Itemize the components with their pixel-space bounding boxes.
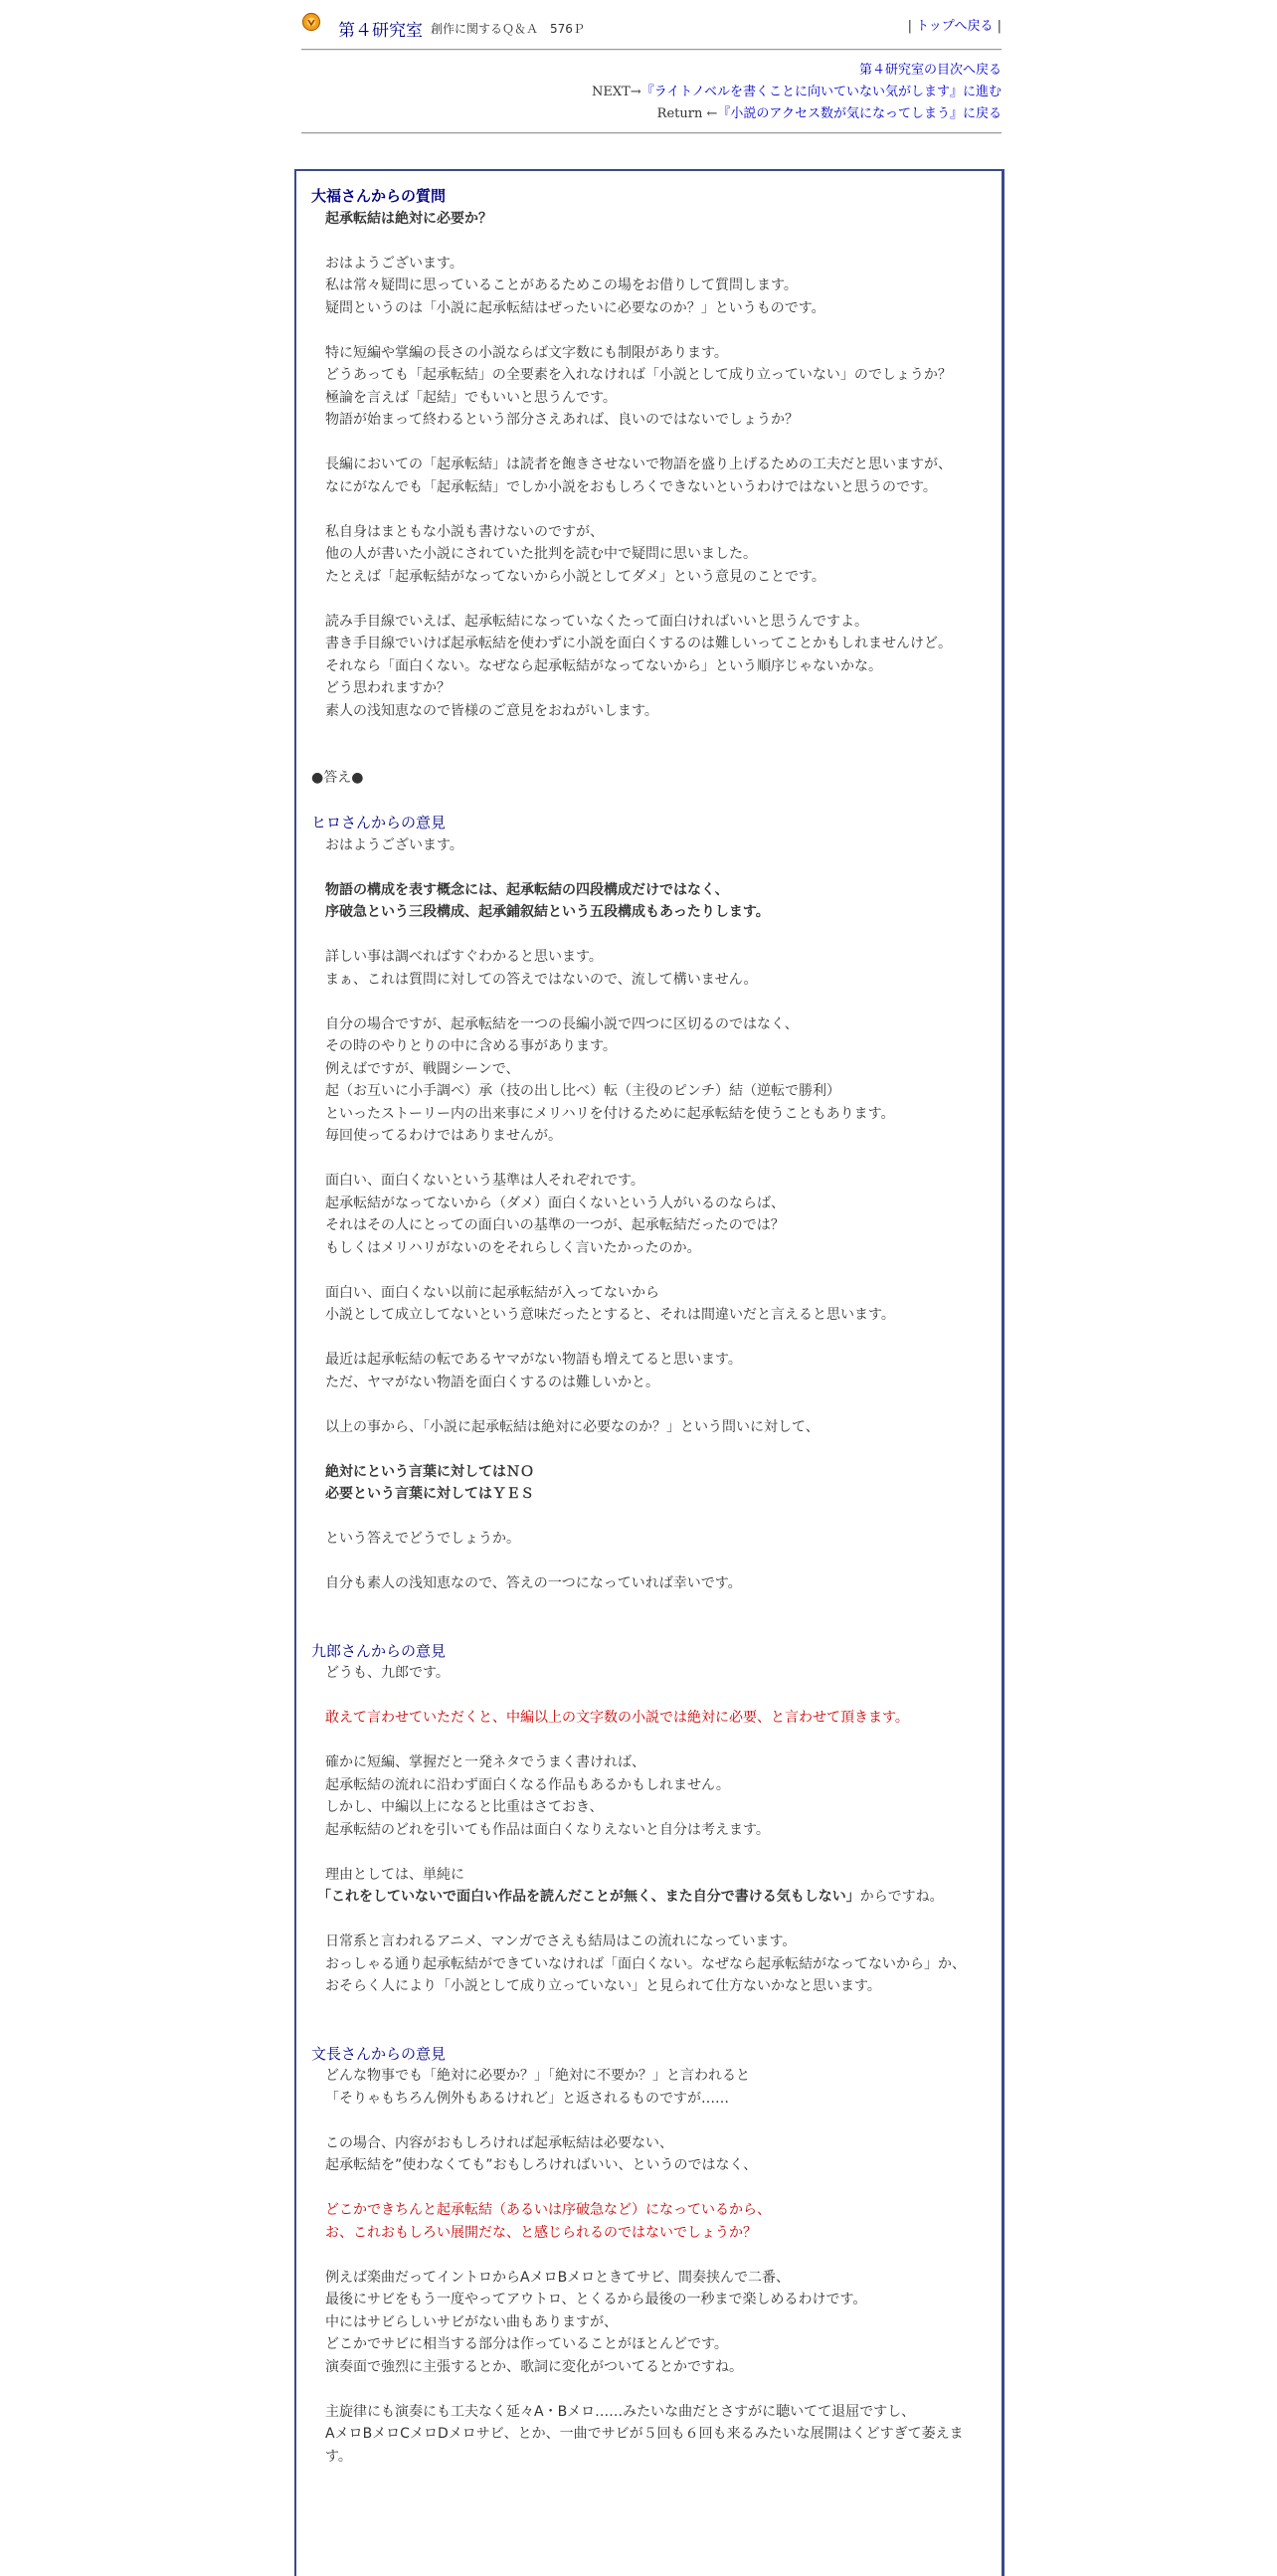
question-line: どうあっても「起承転結」の全要素を入れなければ「小説として成り立っていない」のでしょうか？ xyxy=(325,367,952,383)
answer-line: どんな物事でも「絶対に必要か？」「絶対に不要か？」と言われると xyxy=(325,2068,750,2084)
page-header xyxy=(301,12,1002,40)
answer-line: 毎回使ってるわけではありませんが。 xyxy=(325,1128,562,1144)
answer-line: 「そりゃもちろん例外もあるけれど」と返されるものですが…… xyxy=(325,2090,729,2107)
answer-line: 面白い、面白くない以前に起承転結が入ってないから xyxy=(325,1284,659,1301)
answer-line: という答えでどうでしょうか。 xyxy=(325,1531,520,1547)
answers-label: ●答え● xyxy=(311,770,364,786)
question-line: 私は常々疑問に思っていることがあるためこの場をお借りして質問します。 xyxy=(325,277,798,293)
question-line: 極論を言えば「起結」でもいいと思うんです。 xyxy=(325,389,617,406)
next-link[interactable]: 『ライトノベルを書くことに向いていない気がします』に進む xyxy=(640,85,1002,99)
answer-line: 最後にサビをもう一度やってアウトロ、とくるから最後の一秒まで楽しめるわけです。 xyxy=(325,2292,867,2307)
question-line: それなら「面白くない。なぜなら起承転結がなってないから」という順序じゃないかな。 xyxy=(325,657,882,674)
answer-line: 日常系と言われるアニメ、マンガでさえも結局はこの流れになっています。 xyxy=(325,1933,797,1949)
question-title: 起承転結は絶対に必要か？ xyxy=(325,210,492,227)
answer-bold-phrase: 「これをしていないで面白い作品を読んだことが無く、また自分で書ける気もしない」 xyxy=(317,1889,860,1905)
return-link[interactable]: 『小説のアクセス数が気になってしまう』に戻る xyxy=(717,106,1002,121)
answer-line: 起承転結がなってないから（ダメ）面白くないという人がいるのならば、 xyxy=(325,1195,785,1211)
answer-line: この場合、内容がおもしろければ起承転結は必要ない、 xyxy=(325,2134,673,2151)
answer-line: しかし、中編以上になると比重はさておき、 xyxy=(325,1799,604,1815)
question-line: なにがなんでも「起承転結」でしか小説をおもしろくできないというわけではないと思うのです。 xyxy=(325,478,937,495)
answer-line: AメロBメロCメロDメロサビ、とか、一曲でサビが５回も６回も来るみたいな展開はくどすぎて萎えます。 xyxy=(325,2426,964,2465)
answer-line: もしくはメリハリがないのをそれらしく言いたかったのか。 xyxy=(325,1239,701,1256)
question-author: 大福さんからの質問 xyxy=(311,187,447,205)
site-subtitle: 創作に関するＱ＆Ａ 576Ｐ xyxy=(431,22,585,36)
answer-line: 起承転結のどれを引いても作品は面白くなりえないと自分は考えます。 xyxy=(325,1821,770,1838)
answer-line: 起（お互いに小手調べ）承（技の出し比べ）転（主役のピンチ）結（逆転で勝利） xyxy=(325,1083,840,1099)
top-link-bracket-close: | xyxy=(997,19,1002,34)
answer-line: 主旋律にも演奏にも工夫なく延々A・Bメロ……みたいな曲だとさすがに聴いてて退屈ですし、 xyxy=(325,2403,916,2420)
answer-line: その時のやりとりの中に含める事があります。 xyxy=(325,1038,617,1054)
article-content xyxy=(311,185,986,2468)
back-to-top-link[interactable]: トップへ戻る xyxy=(916,19,994,34)
question-line: 特に短編や掌編の長さの小説ならば文字数にも制限があります。 xyxy=(325,344,728,361)
answer-bold-line: 絶対にという言葉に対してはＮＯ xyxy=(325,1463,534,1480)
answer-line: 例えばですが、戦闘シーンで、 xyxy=(325,1060,520,1077)
next-prefix: NEXT→ xyxy=(592,85,641,99)
answer-line: ただ、ヤマがない物語を面白くするのは難しいかと。 xyxy=(325,1374,659,1390)
answer-line: 最近は起承転結の転であるヤマがない物語も増えてると思います。 xyxy=(325,1352,742,1368)
question-line: 素人の浅知恵なので皆様のご意見をおねがいします。 xyxy=(325,702,658,719)
question-line: 物語が始まって終わるという部分さえあれば、良いのではないでしょうか？ xyxy=(325,412,799,428)
answer-line: 起承転結の流れに沿わず面白くなる作品もあるかもしれません。 xyxy=(325,1776,730,1793)
answer-line: 例えば楽曲だってイントロからAメロBメロときてサビ、間奏挟んで二番、 xyxy=(325,2269,791,2286)
toc-link[interactable]: 第４研究室の目次へ戻る xyxy=(858,63,1002,78)
return-prefix: Return ← xyxy=(656,106,718,121)
question-line: おはようございます。 xyxy=(325,255,463,272)
answer-line: それはその人にとっての面白いの基準の一つが、起承転結だったのでは？ xyxy=(325,1217,785,1233)
answer-line: 自分の場合ですが、起承転結を一つの長編小説で四つに区切るのではなく、 xyxy=(325,1015,799,1032)
answer-line: どうも、九郎です。 xyxy=(325,1665,450,1681)
answer-line: 理由としては、単純に xyxy=(325,1866,464,1883)
answer-highlight-line: お、これおもしろい展開だな、と感じられるのではないでしょうか？ xyxy=(325,2224,757,2241)
answer-line: おっしゃる通り起承転結ができていなければ「面白くない。なぜなら起承転結がなってないから」か、 xyxy=(325,1955,966,1972)
answer-line: といったストーリー内の出来事にメリハリを付けるために起承転結を使うこともあります。 xyxy=(325,1105,895,1122)
site-logo-icon xyxy=(301,12,321,34)
answer-line: 面白い、面白くないという基準は人それぞれです。 xyxy=(325,1173,644,1189)
answer-line: 起承転結を”使わなくても”おもしろければいい、というのではなく、 xyxy=(325,2157,758,2173)
nav-divider xyxy=(301,132,1002,134)
answer-line: 自分も素人の浅知恵なので、答えの一つになっていれば幸いです。 xyxy=(325,1575,742,1591)
answer-highlight-line: 敢えて言わせていただくと、中編以上の文字数の小説では絶対に必要、と言わせて頂きます。 xyxy=(325,1710,909,1726)
question-line: 読み手目線でいえば、起承転結になっていなくたって面白ければいいと思うんですよ。 xyxy=(325,613,868,630)
question-line: どう思われますか？ xyxy=(325,680,451,696)
question-line: 私自身はまともな小説も書けないのですが、 xyxy=(325,523,604,540)
answer-line: 演奏面で強烈に主張するとか、歌詞に変化がついてるとかですね。 xyxy=(325,2358,743,2375)
answer-line: おはようございます。 xyxy=(325,836,463,853)
question-line: たとえば「起承転結がなってないから小説としてダメ」という意見のことです。 xyxy=(325,568,825,585)
header-divider xyxy=(301,49,1002,51)
answer-bold-line: 序破急という三段構成、起承鋪叙結という五段構成もあったりします。 xyxy=(325,904,770,920)
answer-mixed-line xyxy=(311,1886,986,1909)
answer-author-kuro: 九郎さんからの意見 xyxy=(311,1641,447,1660)
answer-line: おそらく人により「小説として成り立っていない」と見られて仕方ないかなと思います。 xyxy=(325,1978,881,1994)
answer-author-hiro: ヒロさんからの意見 xyxy=(311,814,447,831)
question-line: 疑問というのは「小説に起承転結はぜったいに必要なのか？」というものです。 xyxy=(325,299,825,316)
answer-line: 以上の事から、「小説に起承転結は絶対に必要なのか？」という問いに対して、 xyxy=(325,1418,820,1435)
answer-line: 確かに短編、掌握だと一発ネタでうまく書ければ、 xyxy=(325,1754,645,1770)
question-line: 長編においての「起承転結」は読者を飽きさせないで物語を盛り上げるための工夫だと思いますが、 xyxy=(325,457,952,472)
top-link-bracket-open: | xyxy=(907,19,912,34)
site-title: 第４研究室 xyxy=(338,21,423,41)
answer-line: 詳しい事は調べればすぐわかると思います。 xyxy=(325,949,603,965)
answer-bold-line: 物語の構成を表す概念には、起承転結の四段構成だけではなく、 xyxy=(325,881,729,898)
navigation-links xyxy=(301,60,1002,125)
answer-line: 小説として成立してないという意味だったとすると、それは間違いだと言えると思います。 xyxy=(325,1307,895,1323)
answer-line: まぁ、これは質問に対しての答えではないので、流して構いません。 xyxy=(325,971,758,988)
answer-phrase: からですね。 xyxy=(859,1889,944,1905)
answer-line: 中にはサビらしいサビがない曲もありますが、 xyxy=(325,2313,618,2330)
top-link-group xyxy=(908,15,1002,34)
question-body xyxy=(311,253,986,723)
answer-author-buncho: 文長さんからの意見 xyxy=(311,2044,447,2063)
answer-highlight-line: どこかできちんと起承転結（あるいは序破急など）になっているから、 xyxy=(325,2202,771,2218)
answer-line: どこかでサビに相当する部分は作っていることがほとんどです。 xyxy=(325,2336,728,2352)
question-line: 他の人が書いた小説にされていた批判を読む中で疑問に思いました。 xyxy=(325,546,757,562)
answer-bold-line: 必要という言葉に対してはＹＥＳ xyxy=(325,1486,534,1502)
question-line: 書き手目線でいけば起承転結を使わずに小説を面白くするのは難しいってことかもしれませんけど。 xyxy=(325,636,952,651)
